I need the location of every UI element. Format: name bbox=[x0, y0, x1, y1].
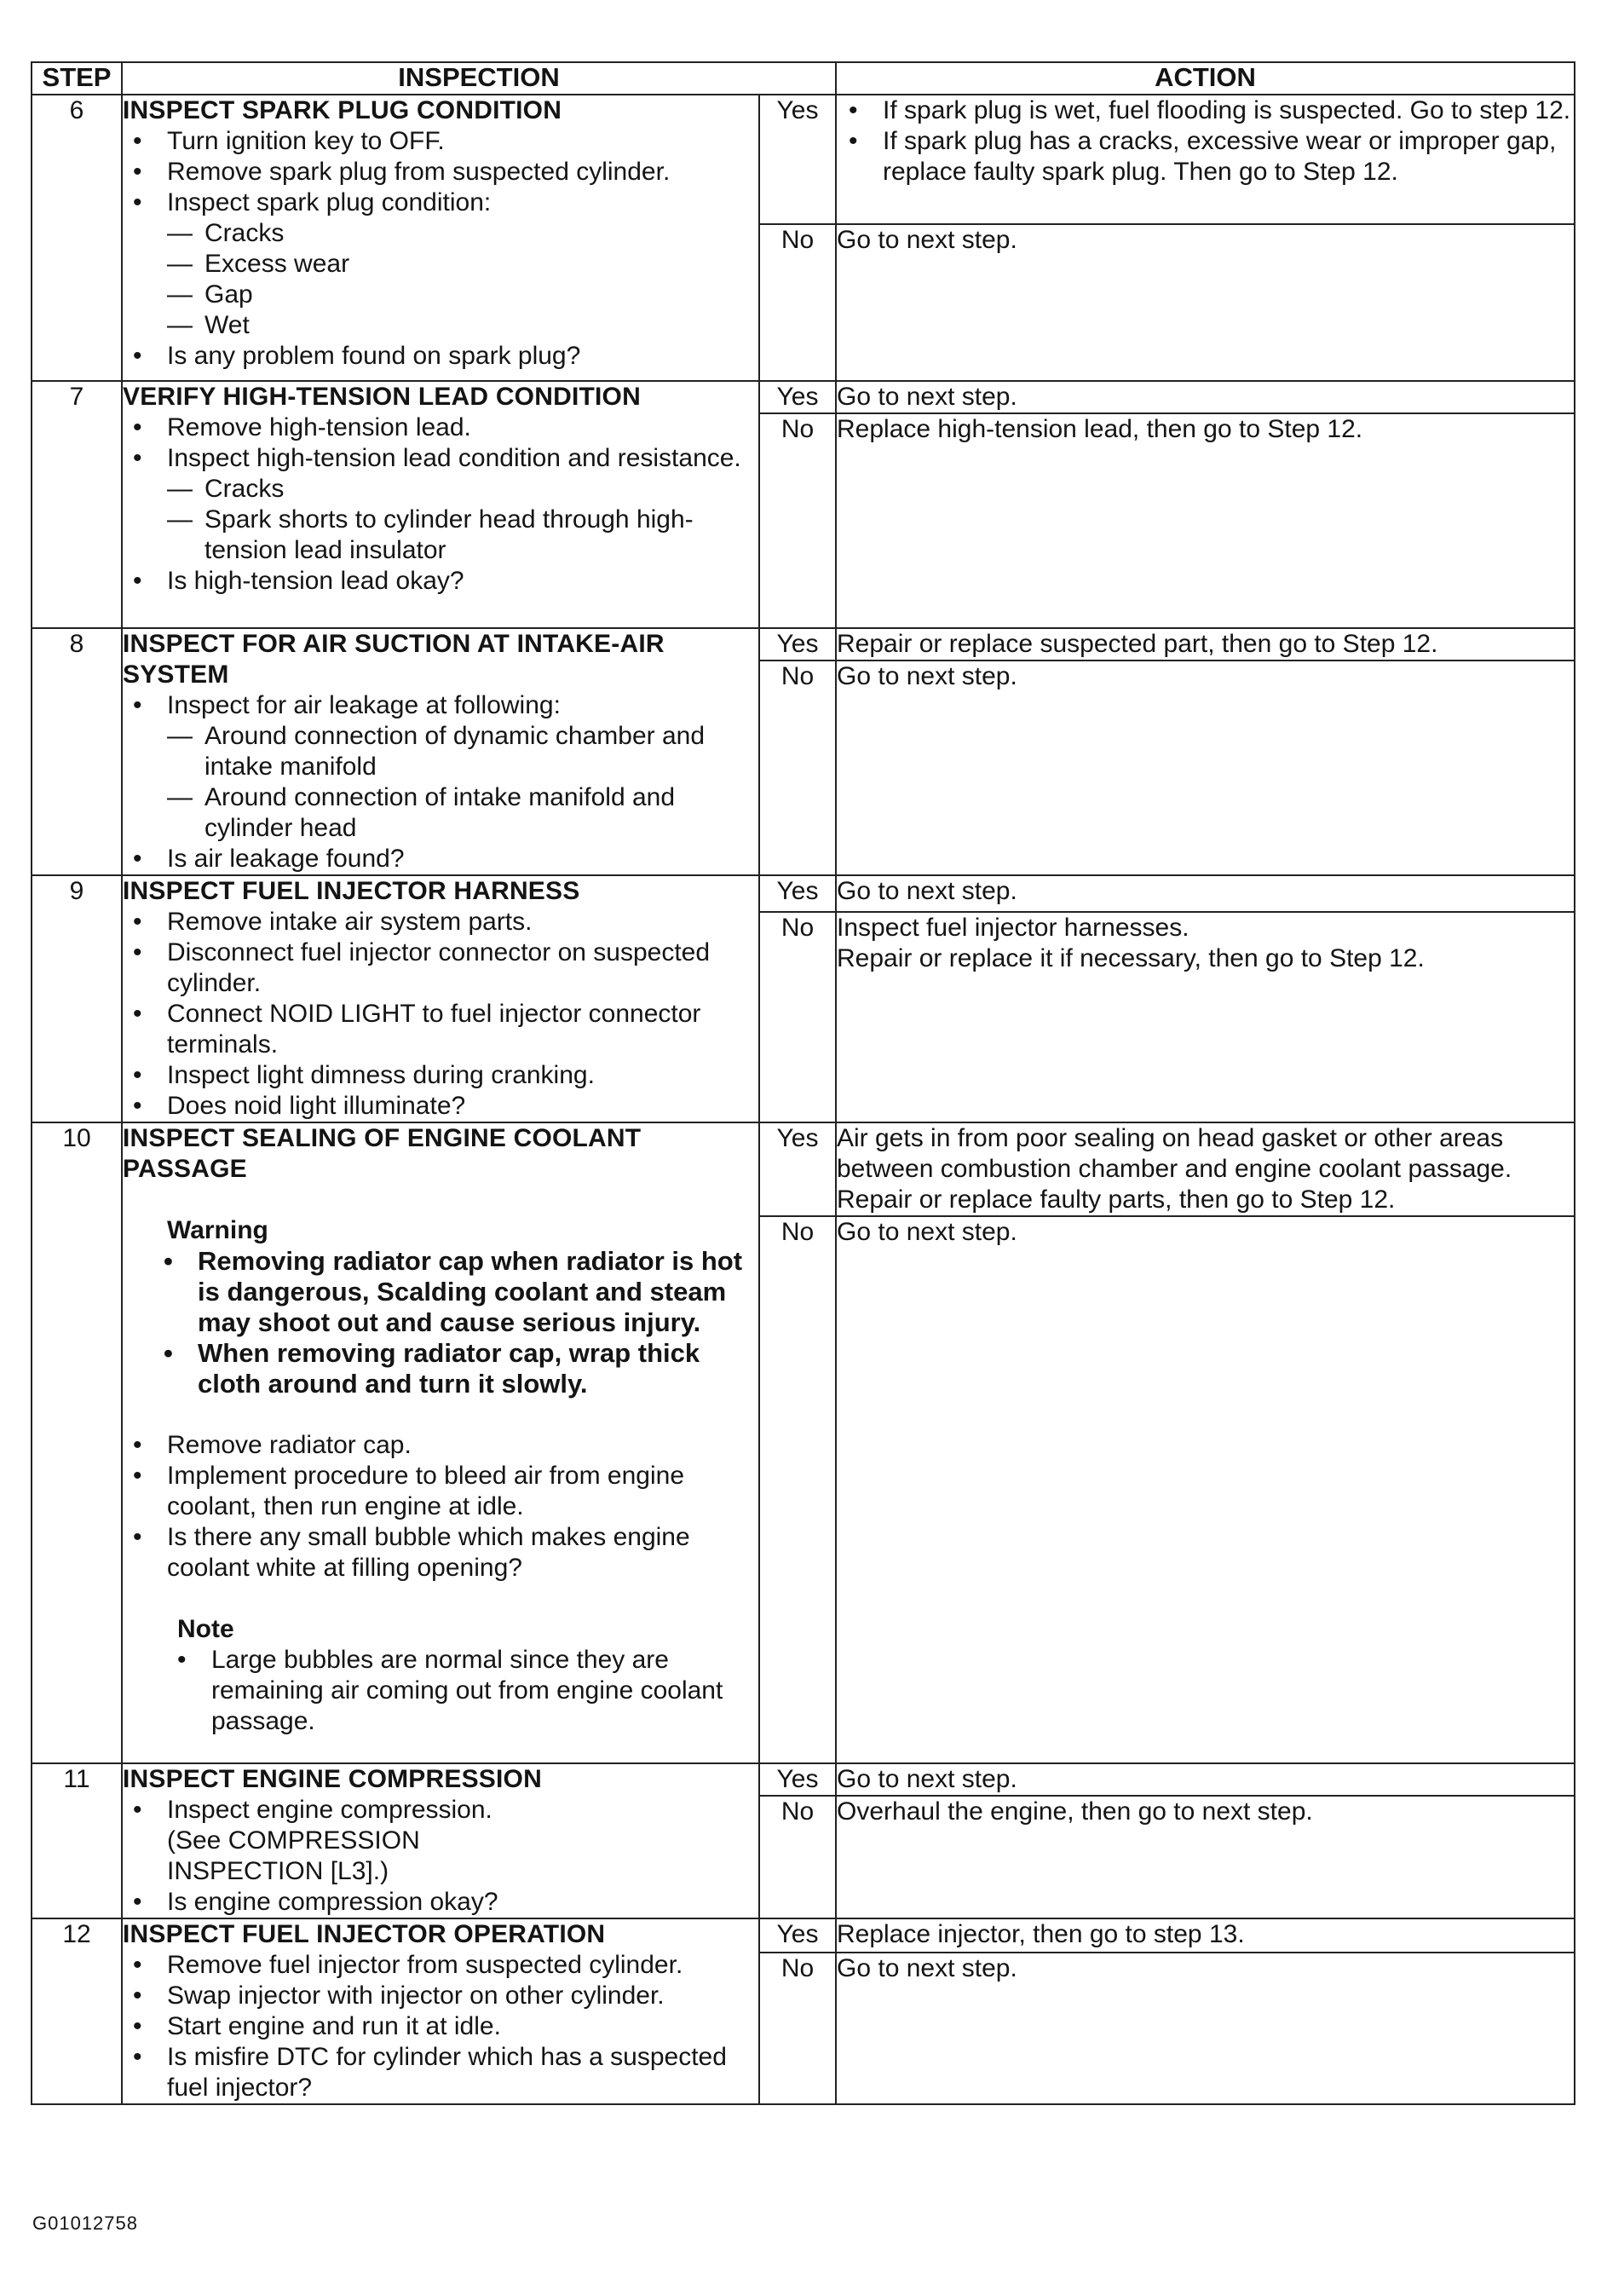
list-item: • Swap injector with injector on other cylinder. bbox=[167, 1981, 758, 2011]
list-item bbox=[167, 187, 758, 341]
warning-item: • Removing radiator cap when radiator is hot is dangerous, Scalding coolant and steam may shoot out and cause serious injury. bbox=[198, 1246, 758, 1338]
inspection-cell bbox=[122, 1122, 759, 1763]
list-item: • Remove high-tension lead. bbox=[167, 412, 758, 443]
note-item: • Large bubbles are normal since they are remaining air coming out from engine coolant passage. bbox=[211, 1645, 758, 1737]
no-action: Go to next step. bbox=[836, 661, 1575, 875]
list-item-text: Inspect high-tension lead condition and resistance. bbox=[167, 444, 741, 472]
warning-item: • When removing radiator cap, wrap thick cloth around and turn it slowly. bbox=[198, 1338, 758, 1399]
no-label: No bbox=[759, 1216, 836, 1763]
list-item-text: Inspect for air leakage at following: bbox=[167, 691, 561, 719]
question-item: • Is there any small bubble which makes engine coolant white at filling opening? bbox=[167, 1522, 758, 1584]
step-title: INSPECT FOR AIR SUCTION AT INTAKE-AIR SYSTEM bbox=[123, 630, 665, 689]
sub-item: — Excess wear bbox=[204, 249, 758, 280]
list-item: • Turn ignition key to OFF. bbox=[167, 126, 758, 157]
yes-label: Yes bbox=[759, 1763, 836, 1796]
warning-heading: Warning bbox=[167, 1216, 268, 1244]
question-item: • Is engine compression okay? bbox=[167, 1887, 758, 1918]
step-number: 10 bbox=[32, 1122, 122, 1763]
list-item: • Remove intake air system parts. bbox=[167, 907, 758, 937]
list-item: • Connect NOID LIGHT to fuel injector connector terminals. bbox=[167, 999, 758, 1060]
yes-action bbox=[836, 95, 1575, 224]
step-title: INSPECT FUEL INJECTOR OPERATION bbox=[123, 1920, 606, 1948]
yes-action: Go to next step. bbox=[836, 381, 1575, 413]
step-number: 7 bbox=[32, 381, 122, 628]
list-item-text: Inspect spark plug condition: bbox=[167, 188, 492, 216]
yes-label: Yes bbox=[759, 1122, 836, 1216]
step-title: INSPECT ENGINE COMPRESSION bbox=[123, 1765, 542, 1793]
diagnostic-procedure-table bbox=[31, 61, 1575, 2105]
sub-item: — Spark shorts to cylinder head through high-tension lead insulator bbox=[204, 505, 758, 566]
inspection-cell bbox=[122, 875, 759, 1122]
step-number: 9 bbox=[32, 875, 122, 1122]
list-item: • Remove radiator cap. bbox=[167, 1430, 758, 1461]
step-title: INSPECT SPARK PLUG CONDITION bbox=[123, 96, 562, 124]
list-item: • Remove fuel injector from suspected cylinder. bbox=[167, 1950, 758, 1981]
no-action: Go to next step. bbox=[836, 224, 1575, 381]
yes-label: Yes bbox=[759, 875, 836, 912]
step-title: INSPECT SEALING OF ENGINE COOLANT PASSAGE bbox=[123, 1124, 642, 1183]
inspection-cell bbox=[122, 95, 759, 381]
table-row bbox=[32, 1918, 1575, 1953]
warning-list bbox=[123, 1246, 758, 1399]
no-action: Go to next step. bbox=[836, 1953, 1575, 2104]
list-item: • Disconnect fuel injector connector on suspected cylinder. bbox=[167, 937, 758, 999]
table-row bbox=[32, 1763, 1575, 1796]
question-item: • Is any problem found on spark plug? bbox=[167, 341, 758, 372]
yes-action: Replace injector, then go to step 13. bbox=[836, 1918, 1575, 1953]
sub-item: — Around connection of dynamic chamber and intake manifold bbox=[204, 721, 758, 782]
inspection-cell bbox=[122, 1918, 759, 2104]
sub-item: — Around connection of intake manifold and cylinder head bbox=[204, 782, 758, 844]
no-label: No bbox=[759, 1953, 836, 2104]
yes-action: Go to next step. bbox=[836, 875, 1575, 912]
sub-item: — Cracks bbox=[204, 218, 758, 249]
table-row bbox=[32, 628, 1575, 661]
inspection-cell bbox=[122, 628, 759, 875]
no-action bbox=[836, 912, 1575, 1122]
yes-label: Yes bbox=[759, 1918, 836, 1953]
note-list bbox=[123, 1645, 758, 1737]
question-item: • Is misfire DTC for cylinder which has a suspected fuel injector? bbox=[167, 2042, 758, 2103]
list-item: • Inspect engine compression. (See COMPRESSION INSPECTION [L3].) bbox=[167, 1795, 758, 1887]
yes-label: Yes bbox=[759, 381, 836, 413]
action-item: • If spark plug is wet, fuel flooding is suspected. Go to step 12. bbox=[883, 95, 1574, 126]
no-label: No bbox=[759, 413, 836, 628]
table-row bbox=[32, 95, 1575, 224]
list-item bbox=[167, 690, 758, 844]
table-row bbox=[32, 875, 1575, 912]
action-line: Repair or replace it if necessary, then go to Step 12. bbox=[837, 944, 1425, 973]
step-title: VERIFY HIGH-TENSION LEAD CONDITION bbox=[123, 383, 641, 411]
question-item: • Is high-tension lead okay? bbox=[167, 566, 758, 597]
sub-item: — Cracks bbox=[204, 474, 758, 505]
yes-label: Yes bbox=[759, 628, 836, 661]
sub-item: — Gap bbox=[204, 280, 758, 310]
yes-action: Go to next step. bbox=[836, 1763, 1575, 1796]
table-row bbox=[32, 1122, 1575, 1216]
no-action: Replace high-tension lead, then go to Step 12. bbox=[836, 413, 1575, 628]
no-label: No bbox=[759, 661, 836, 875]
list-item: • Implement procedure to bleed air from engine coolant, then run engine at idle. bbox=[167, 1461, 758, 1522]
table-header-row bbox=[32, 62, 1575, 95]
question-item: • Is air leakage found? bbox=[167, 844, 758, 874]
step-number: 11 bbox=[32, 1763, 122, 1918]
no-label: No bbox=[759, 1796, 836, 1918]
list-item: • Inspect light dimness during cranking. bbox=[167, 1060, 758, 1091]
figure-id: G01012758 bbox=[32, 2212, 138, 2234]
sub-item: — Wet bbox=[204, 310, 758, 341]
step-number: 8 bbox=[32, 628, 122, 875]
no-action: Overhaul the engine, then go to next step. bbox=[836, 1796, 1575, 1918]
list-item: • Remove spark plug from suspected cylinder. bbox=[167, 157, 758, 187]
note-heading: Note bbox=[177, 1615, 234, 1643]
header-inspection: INSPECTION bbox=[122, 62, 836, 95]
no-action: Go to next step. bbox=[836, 1216, 1575, 1763]
no-label: No bbox=[759, 912, 836, 1122]
step-number: 6 bbox=[32, 95, 122, 381]
step-number: 12 bbox=[32, 1918, 122, 2104]
list-item: • Start engine and run it at idle. bbox=[167, 2011, 758, 2042]
inspection-cell bbox=[122, 1763, 759, 1918]
no-label: No bbox=[759, 224, 836, 381]
yes-action: Repair or replace suspected part, then go to Step 12. bbox=[836, 628, 1575, 661]
list-item bbox=[167, 443, 758, 566]
step-title: INSPECT FUEL INJECTOR HARNESS bbox=[123, 877, 580, 905]
header-action: ACTION bbox=[836, 62, 1575, 95]
yes-label: Yes bbox=[759, 95, 836, 224]
question-item: • Does noid light illuminate? bbox=[167, 1091, 758, 1122]
header-step: STEP bbox=[32, 62, 122, 95]
yes-action: Air gets in from poor sealing on head gasket or other areas between combustion chamber and engine coolant passage. Repair or replace faulty parts, then go to Step 12. bbox=[836, 1122, 1575, 1216]
table-row bbox=[32, 381, 1575, 413]
inspection-cell bbox=[122, 381, 759, 628]
action-line: Inspect fuel injector harnesses. bbox=[837, 914, 1189, 943]
action-item: • If spark plug has a cracks, excessive wear or improper gap, replace faulty spark plug. Then go to Step 12. bbox=[883, 126, 1574, 187]
